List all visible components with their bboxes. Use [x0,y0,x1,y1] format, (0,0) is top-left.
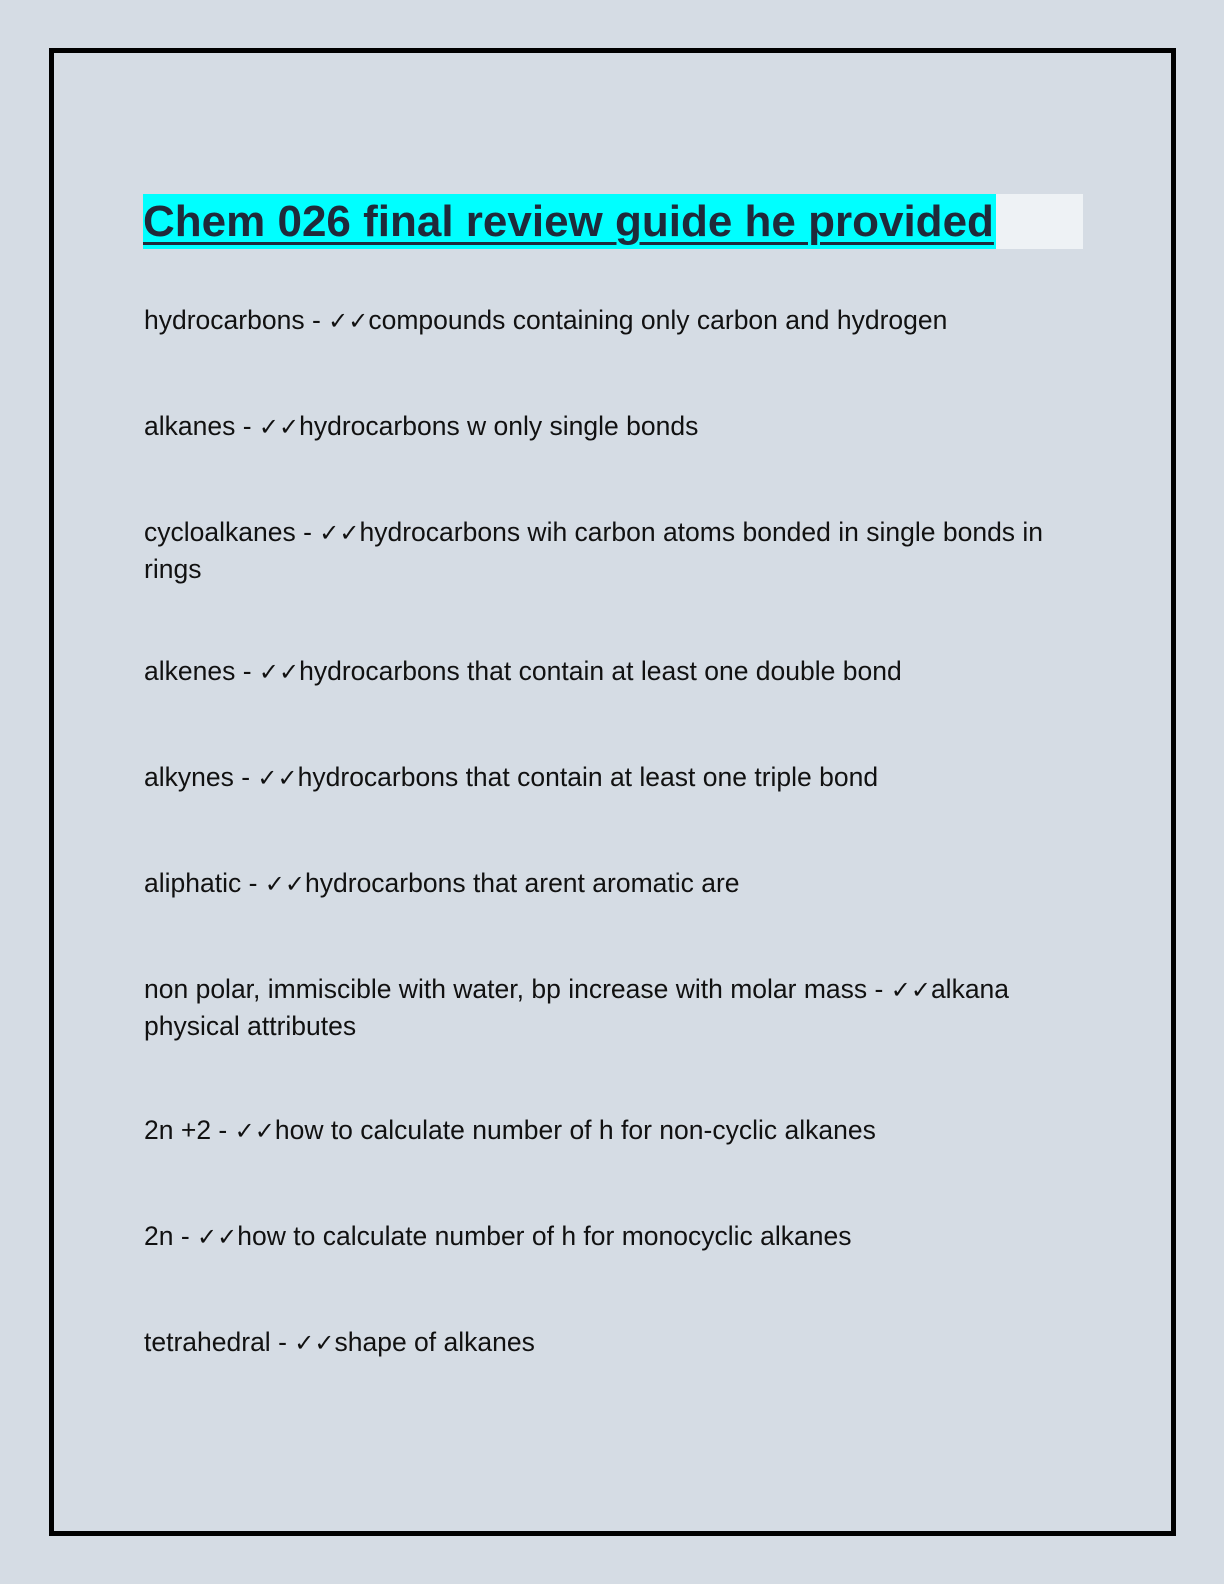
separator: - [211,1115,235,1145]
flashcard-entry [144,759,1084,796]
check-icon: ✓✓ [258,658,300,686]
flashcard-entry [144,1112,1084,1149]
definition: hydrocarbons w only single bonds [299,411,699,441]
term: tetrahedral [144,1327,271,1357]
separator: - [295,517,320,547]
separator: - [867,974,891,1004]
check-icon: ✓✓ [257,764,298,792]
check-icon: ✓✓ [890,976,931,1004]
flashcard-entry [144,514,1084,587]
term: alkenes [144,656,236,686]
definition: hydrocarbons that arent aromatic are [305,868,740,898]
separator: - [173,1221,198,1251]
flashcard-entry [144,1324,1084,1361]
separator: - [304,305,329,335]
term: 2n [144,1221,174,1251]
check-icon: ✓✓ [319,519,360,547]
definition: alkana physical attributes [144,974,1010,1041]
flashcard-entry [144,653,1084,690]
term: alkynes [144,762,234,792]
separator: - [233,762,258,792]
check-icon: ✓✓ [258,413,300,441]
flashcard-entry [144,1218,1084,1255]
definition: shape of alkanes [334,1327,535,1357]
separator: - [235,656,259,686]
definition: how to calculate number of h for monocyclic alkanes [237,1221,852,1251]
page-title: Chem 026 final review guide he provided [143,194,996,249]
check-icon: ✓✓ [328,307,369,335]
check-icon: ✓✓ [264,870,306,898]
definition: hydrocarbons that contain at least one double bond [299,656,902,686]
term: 2n +2 [144,1115,212,1145]
check-icon: ✓✓ [294,1329,335,1357]
term: aliphatic [144,868,242,898]
definition: hydrocarbons that contain at least one triple bond [297,762,879,792]
separator: - [241,868,265,898]
definition: hydrocarbons wih carbon atoms bonded in single bonds in rings [144,517,1044,584]
term: cycloalkanes [144,517,296,547]
definition: how to calculate number of h for non-cyclic alkanes [274,1115,876,1145]
definition: compounds containing only carbon and hydrogen [368,305,948,335]
title-block [143,194,1083,249]
check-icon: ✓✓ [197,1223,238,1251]
check-icon: ✓✓ [234,1117,275,1145]
separator: - [235,411,259,441]
term: alkanes [144,411,236,441]
flashcard-entry [144,865,1084,902]
flashcard-entry [144,408,1084,445]
term: non polar, immiscible with water, bp increase with molar mass [144,974,868,1004]
flashcard-entry [144,971,1084,1044]
flashcard-entry [144,302,1084,339]
term: hydrocarbons [144,305,305,335]
separator: - [270,1327,295,1357]
